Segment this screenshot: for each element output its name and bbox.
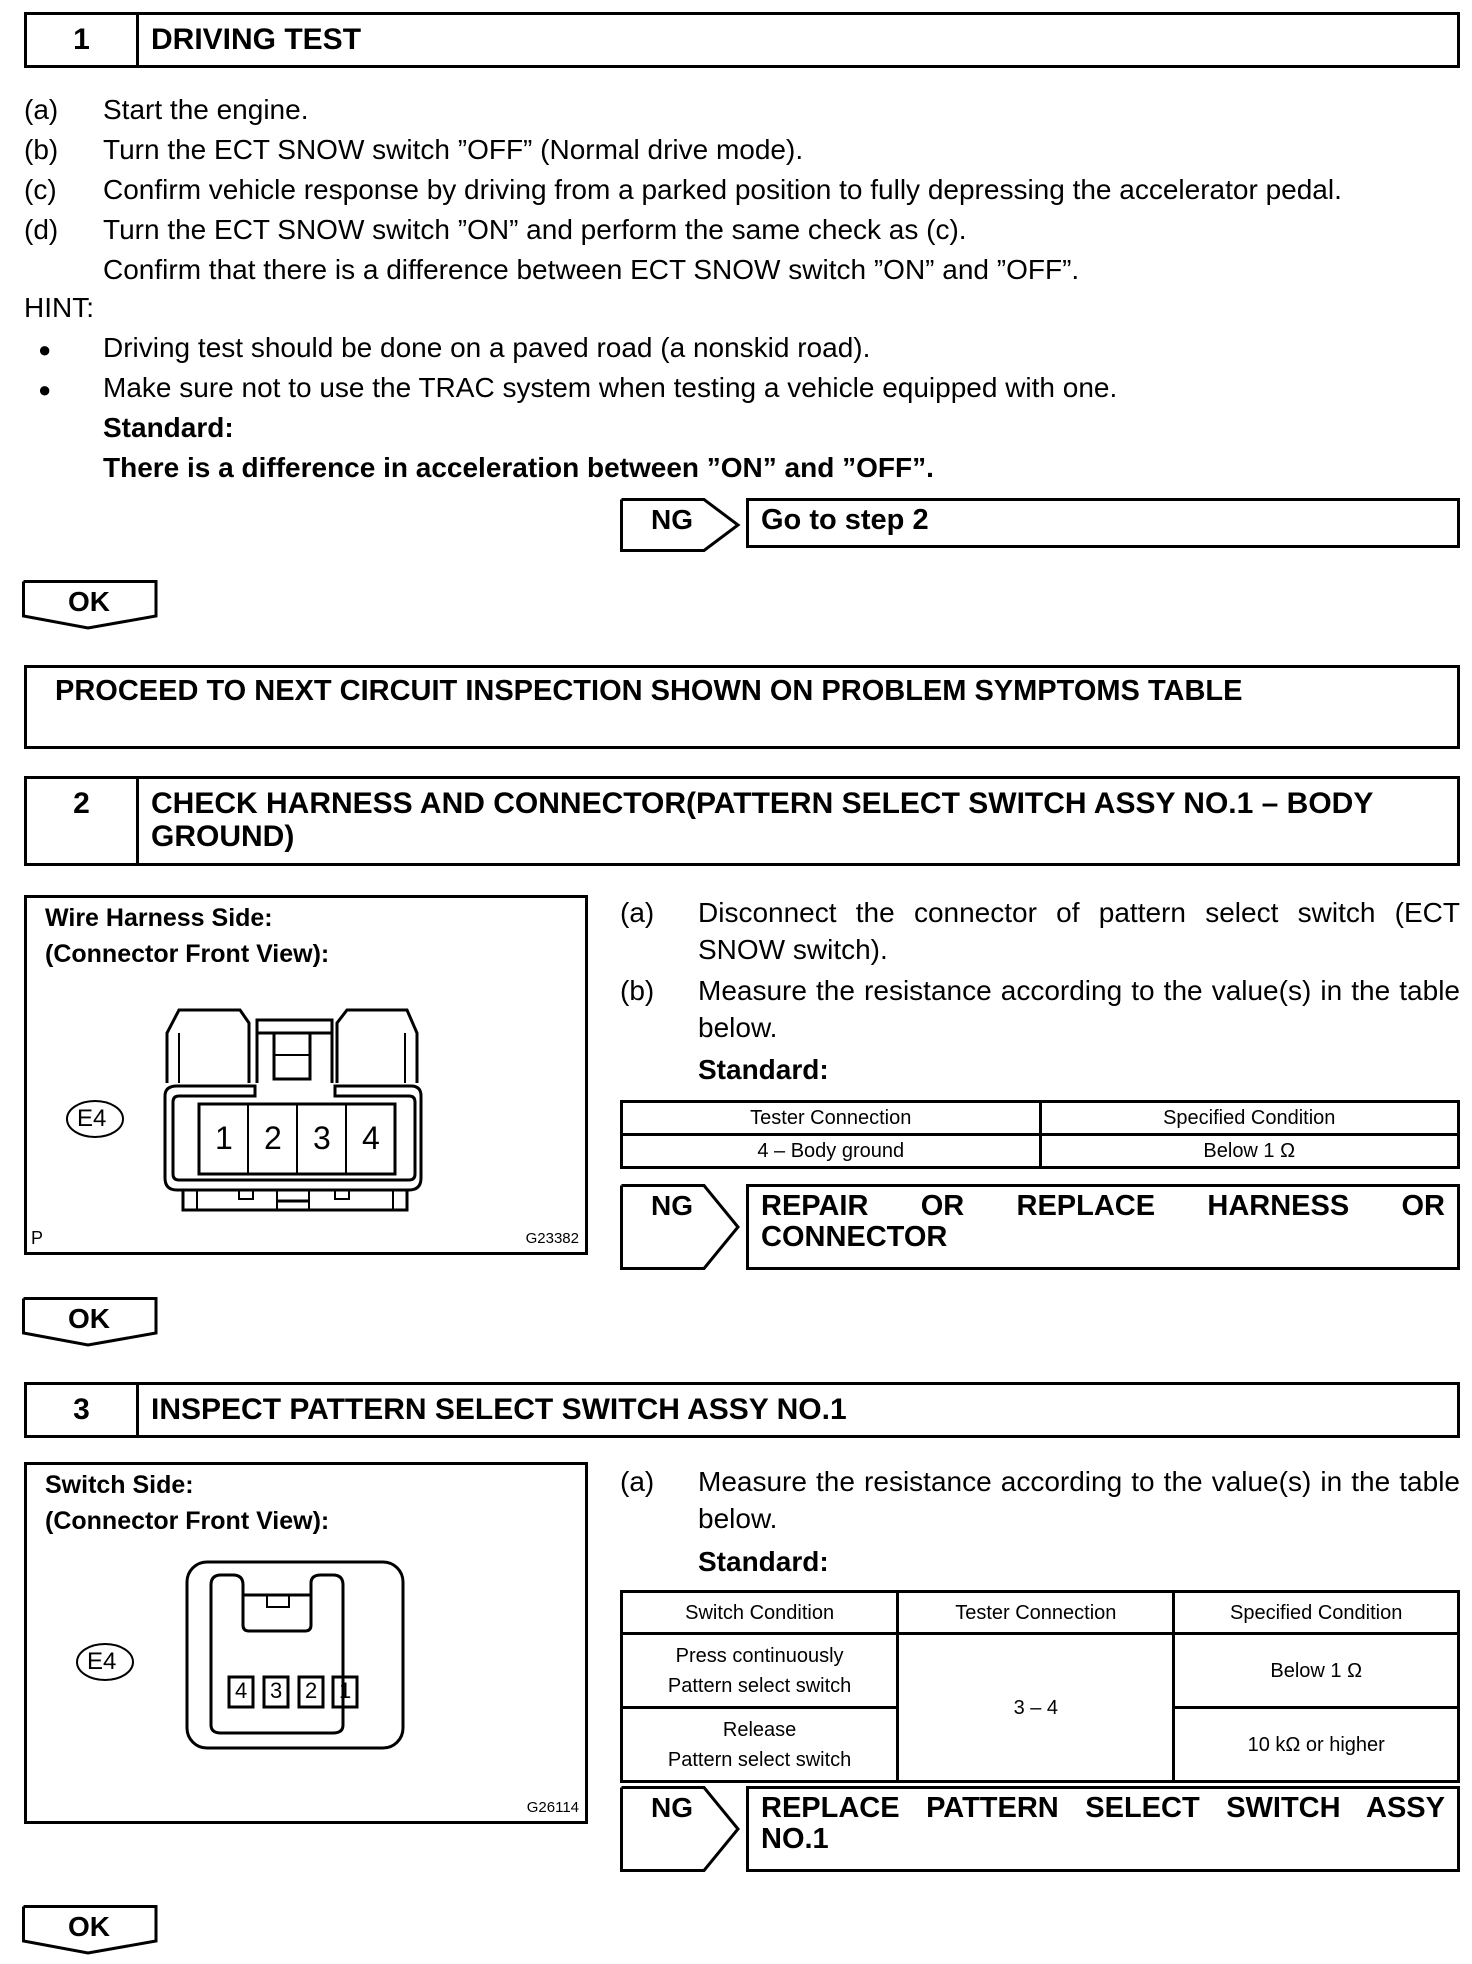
instruction-marker: (d)	[24, 214, 59, 245]
ng-label: NG	[651, 504, 693, 535]
switch-condition-line: Press continuously	[675, 1644, 844, 1667]
spec-table	[620, 1590, 1460, 1783]
connector-drawing	[27, 898, 587, 1254]
instruction-marker: (c)	[24, 174, 57, 205]
ok-label: OK	[68, 1911, 110, 1942]
ng-action-box	[746, 1184, 1460, 1270]
ok-indicator	[22, 1297, 162, 1349]
table-cell: 4 – Body ground	[622, 1135, 1041, 1168]
instruction-text: Measure the resistance according to the value(s) in the table below.	[698, 975, 1460, 1043]
connector-id-label: E4	[77, 1105, 107, 1132]
instruction-marker: (b)	[620, 975, 655, 1006]
figure-subtitle: (Connector Front View):	[45, 940, 330, 968]
standard-text: There is a difference in acceleration between ”ON” and ”OFF”.	[103, 452, 934, 483]
pin-label: 4	[362, 1120, 380, 1156]
ng-label: NG	[651, 1792, 693, 1823]
table-header: Tester Connection	[622, 1102, 1041, 1135]
bullet-icon: ●	[38, 337, 52, 362]
instruction-text: Measure the resistance according to the value(s) in the table below.	[698, 1466, 1460, 1534]
ng-indicator	[620, 498, 740, 552]
table-cell	[622, 1708, 898, 1782]
ng-label: NG	[651, 1190, 693, 1221]
switch-condition-line: Pattern select switch	[667, 1674, 852, 1697]
switch-condition-line: Pattern select switch	[667, 1748, 852, 1771]
hint-label: HINT:	[24, 292, 94, 323]
table-header: Specified Condition	[1040, 1102, 1459, 1135]
standard-label: Standard:	[103, 412, 234, 443]
pin-label: 3	[270, 1678, 283, 1703]
ok-label: OK	[68, 1303, 110, 1334]
pin-label: 1	[339, 1678, 352, 1703]
switch-condition-line: Release	[722, 1718, 797, 1741]
table-row	[622, 1634, 1459, 1708]
table-header: Tester Connection	[898, 1592, 1174, 1634]
table-cell: 10 kΩ or higher	[1174, 1708, 1459, 1782]
step-title: INSPECT PATTERN SELECT SWITCH ASSY NO.1	[151, 1393, 847, 1426]
instruction-marker: (a)	[620, 1466, 655, 1497]
instruction-text: Turn the ECT SNOW switch ”OFF” (Normal drive mode).	[103, 134, 804, 165]
ng-action-text: REPLACE PATTERN SELECT SWITCH ASSY NO.1	[761, 1792, 1445, 1855]
table-row	[622, 1135, 1459, 1168]
table-header: Switch Condition	[622, 1592, 898, 1634]
ng-action-text: Go to step 2	[761, 504, 929, 536]
connector-diagram-harness	[24, 895, 588, 1255]
instruction-marker: (a)	[24, 94, 59, 125]
instruction-marker: (b)	[24, 134, 59, 165]
table-header: Specified Condition	[1174, 1592, 1459, 1634]
step-number: 2	[27, 779, 139, 863]
spec-table	[620, 1100, 1460, 1169]
standard-label: Standard:	[698, 1546, 829, 1577]
figure-code: G23382	[525, 1230, 579, 1247]
table-cell: 3 – 4	[898, 1634, 1174, 1782]
pin-label: 4	[235, 1678, 248, 1703]
table-cell: Below 1 Ω	[1040, 1135, 1459, 1168]
pin-label: 3	[313, 1120, 331, 1156]
connector-drawing	[27, 1465, 587, 1823]
table-header-row	[622, 1592, 1459, 1634]
standard-label: Standard:	[698, 1054, 829, 1085]
instruction-text: Turn the ECT SNOW switch ”ON” and perform the same check as (c).	[103, 214, 967, 245]
pin-label: 2	[264, 1120, 282, 1156]
step-number: 3	[27, 1385, 139, 1435]
ng-action-box	[746, 1786, 1460, 1872]
table-cell: Below 1 Ω	[1174, 1634, 1459, 1708]
connector-diagram-switch	[24, 1462, 588, 1824]
connector-id-label: E4	[87, 1648, 117, 1675]
bullet-icon: ●	[38, 377, 52, 402]
ok-action-box	[24, 665, 1460, 749]
instruction-text: Confirm vehicle response by driving from a parked position to fully depressing the accelerator pedal.	[103, 174, 1342, 205]
step-2-header	[24, 776, 1460, 866]
ok-indicator	[22, 580, 162, 632]
instruction-text: Confirm that there is a difference between ECT SNOW switch ”ON” and ”OFF”.	[103, 254, 1080, 285]
ng-indicator	[620, 1184, 740, 1270]
ok-label: OK	[68, 586, 110, 617]
step-title: DRIVING TEST	[151, 23, 362, 56]
instruction-text: Disconnect the connector of pattern select switch (ECT SNOW switch).	[698, 897, 1460, 965]
step-title: CHECK HARNESS AND CONNECTOR(PATTERN SELECT SWITCH ASSY NO.1 – BODY GROUND)	[151, 787, 1373, 853]
hint-text: Make sure not to use the TRAC system when testing a vehicle equipped with one.	[103, 372, 1118, 403]
pin-label: 2	[305, 1678, 318, 1703]
figure-subtitle: (Connector Front View):	[45, 1507, 330, 1535]
step-3-header	[24, 1382, 1460, 1438]
instruction-marker: (a)	[620, 897, 655, 928]
table-header-row	[622, 1102, 1459, 1135]
ok-action-text: PROCEED TO NEXT CIRCUIT INSPECTION SHOWN ON PROBLEM SYMPTOMS TABLE	[55, 675, 1243, 707]
step-1-header	[24, 12, 1460, 68]
ng-action-text: REPAIR OR REPLACE HARNESS OR CONNECTOR	[761, 1190, 1445, 1253]
figure-title: Wire Harness Side:	[45, 904, 273, 932]
ng-action-box	[746, 498, 1460, 548]
ng-indicator	[620, 1786, 740, 1872]
step-number: 1	[27, 15, 139, 65]
figure-title: Switch Side:	[45, 1471, 194, 1499]
figure-code: G26114	[526, 1799, 579, 1816]
figure-corner-label: P	[31, 1228, 44, 1248]
ok-indicator	[22, 1905, 162, 1957]
pin-label: 1	[215, 1120, 233, 1156]
table-cell	[622, 1634, 898, 1708]
hint-text: Driving test should be done on a paved road (a nonskid road).	[103, 332, 871, 363]
instruction-text: Start the engine.	[103, 94, 309, 125]
